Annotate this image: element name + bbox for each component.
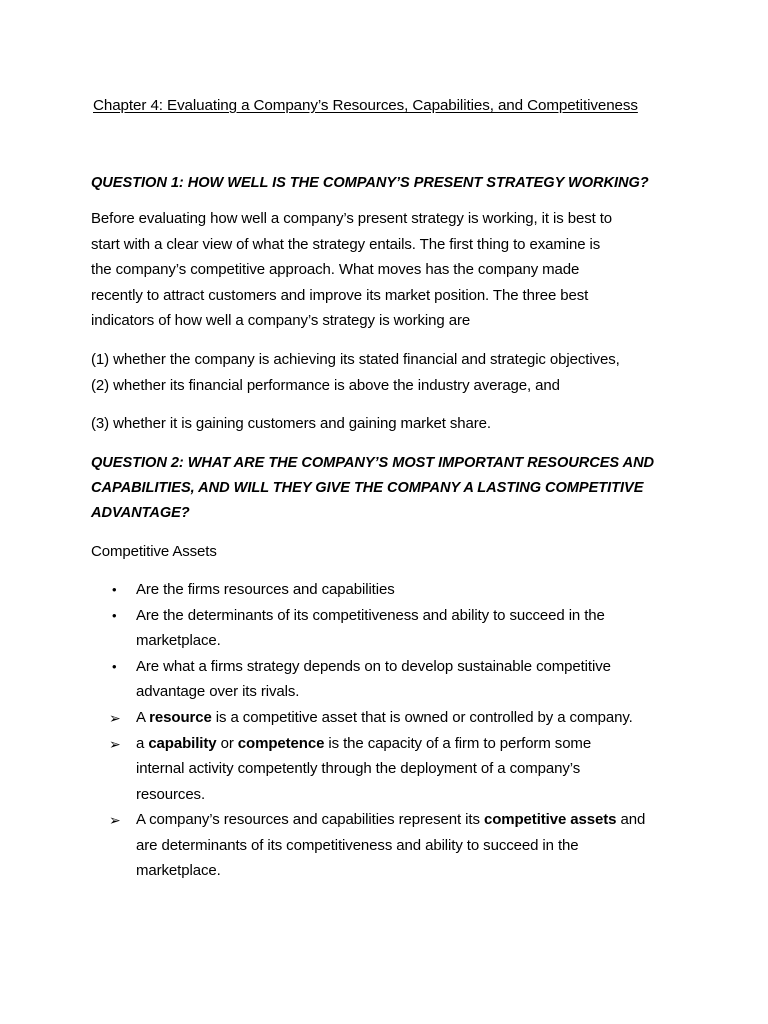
question-2-heading-text: : WHAT ARE THE COMPANY’S MOST IMPORTANT RESOURCES AND [178, 455, 655, 471]
arrow-item-text: are determinants of its competitiveness and ability to succeed in the [136, 837, 579, 854]
indicator-text: whether its financial performance is above the industry average, and [109, 377, 560, 394]
question-1-label: QUESTION 1 [91, 175, 179, 191]
question-1-heading-text: : HOW WELL IS THE COMPANY’S PRESENT STRATEGY WORKING? [178, 175, 649, 191]
chapter-title: Chapter 4: Evaluating a Company’s Resources, Capabilities, and Competitiveness [93, 97, 638, 114]
bullet-item-text: marketplace. [136, 632, 221, 649]
arrow-text-part: A [136, 709, 150, 726]
question-2-heading [91, 453, 654, 473]
arrow-item-text [136, 734, 591, 754]
competitive-assets-subheading: Competitive Assets [91, 543, 217, 560]
question-2-label: QUESTION 2 [91, 455, 179, 471]
arrow-item-text [136, 810, 645, 830]
question-2-heading-line: ADVANTAGE? [91, 505, 190, 521]
arrow-item-text [136, 708, 633, 728]
q1-paragraph-line: start with a clear view of what the strategy entails. The first thing to examine is [91, 236, 601, 253]
question-1-heading [91, 173, 649, 193]
q1-paragraph-line: the company’s competitive approach. What moves has the company made [91, 261, 580, 278]
indicator-number: (1) [91, 351, 110, 368]
q1-paragraph-line: indicators of how well a company’s strategy is working are [91, 312, 471, 329]
arrow-text-part: a [136, 735, 149, 752]
bullet-item-text: Are what a firms strategy depends on to develop sustainable competitive [136, 658, 611, 675]
term-competitive-assets: competitive assets [483, 811, 617, 828]
arrow-bullet-icon: ➢ [109, 736, 121, 752]
indicator-number: (3) [91, 415, 110, 432]
term-competence: competence [237, 735, 325, 752]
bullet-icon: • [112, 608, 117, 623]
arrow-bullet-icon: ➢ [109, 710, 121, 726]
term-resource: resource [149, 709, 212, 726]
arrow-item-text: marketplace. [136, 862, 221, 879]
indicator-text: whether the company is achieving its stated financial and strategic objectives, [109, 351, 620, 368]
arrow-text-part: is the capacity of a firm to perform some [324, 735, 592, 752]
bullet-icon: • [112, 582, 117, 597]
indicator-item [91, 350, 620, 370]
bullet-item-text: Are the firms resources and capabilities [136, 581, 395, 598]
bullet-icon: • [112, 659, 117, 674]
arrow-text-part: or [216, 735, 238, 752]
arrow-text-part: A company’s resources and capabilities represent its [136, 811, 484, 828]
arrow-item-text: resources. [136, 786, 206, 803]
indicator-text: whether it is gaining customers and gaining market share. [109, 415, 491, 432]
arrow-bullet-icon: ➢ [109, 812, 121, 828]
arrow-item-text: internal activity competently through the deployment of a company’s [136, 760, 581, 777]
indicator-item [91, 414, 491, 434]
term-capability: capability [148, 735, 217, 752]
arrow-text-part: and [616, 811, 646, 828]
indicator-number: (2) [91, 377, 110, 394]
indicator-item [91, 376, 560, 396]
question-2-heading-line: CAPABILITIES, AND WILL THEY GIVE THE COMPANY A LASTING COMPETITIVE [91, 480, 644, 496]
bullet-item-text: Are the determinants of its competitiveness and ability to succeed in the [136, 607, 605, 624]
q1-paragraph-line: recently to attract customers and improve its market position. The three best [91, 287, 589, 304]
bullet-item-text: advantage over its rivals. [136, 683, 300, 700]
arrow-text-part: is a competitive asset that is owned or controlled by a company. [211, 709, 633, 726]
q1-paragraph-line: Before evaluating how well a company’s present strategy is working, it is best to [91, 210, 613, 227]
